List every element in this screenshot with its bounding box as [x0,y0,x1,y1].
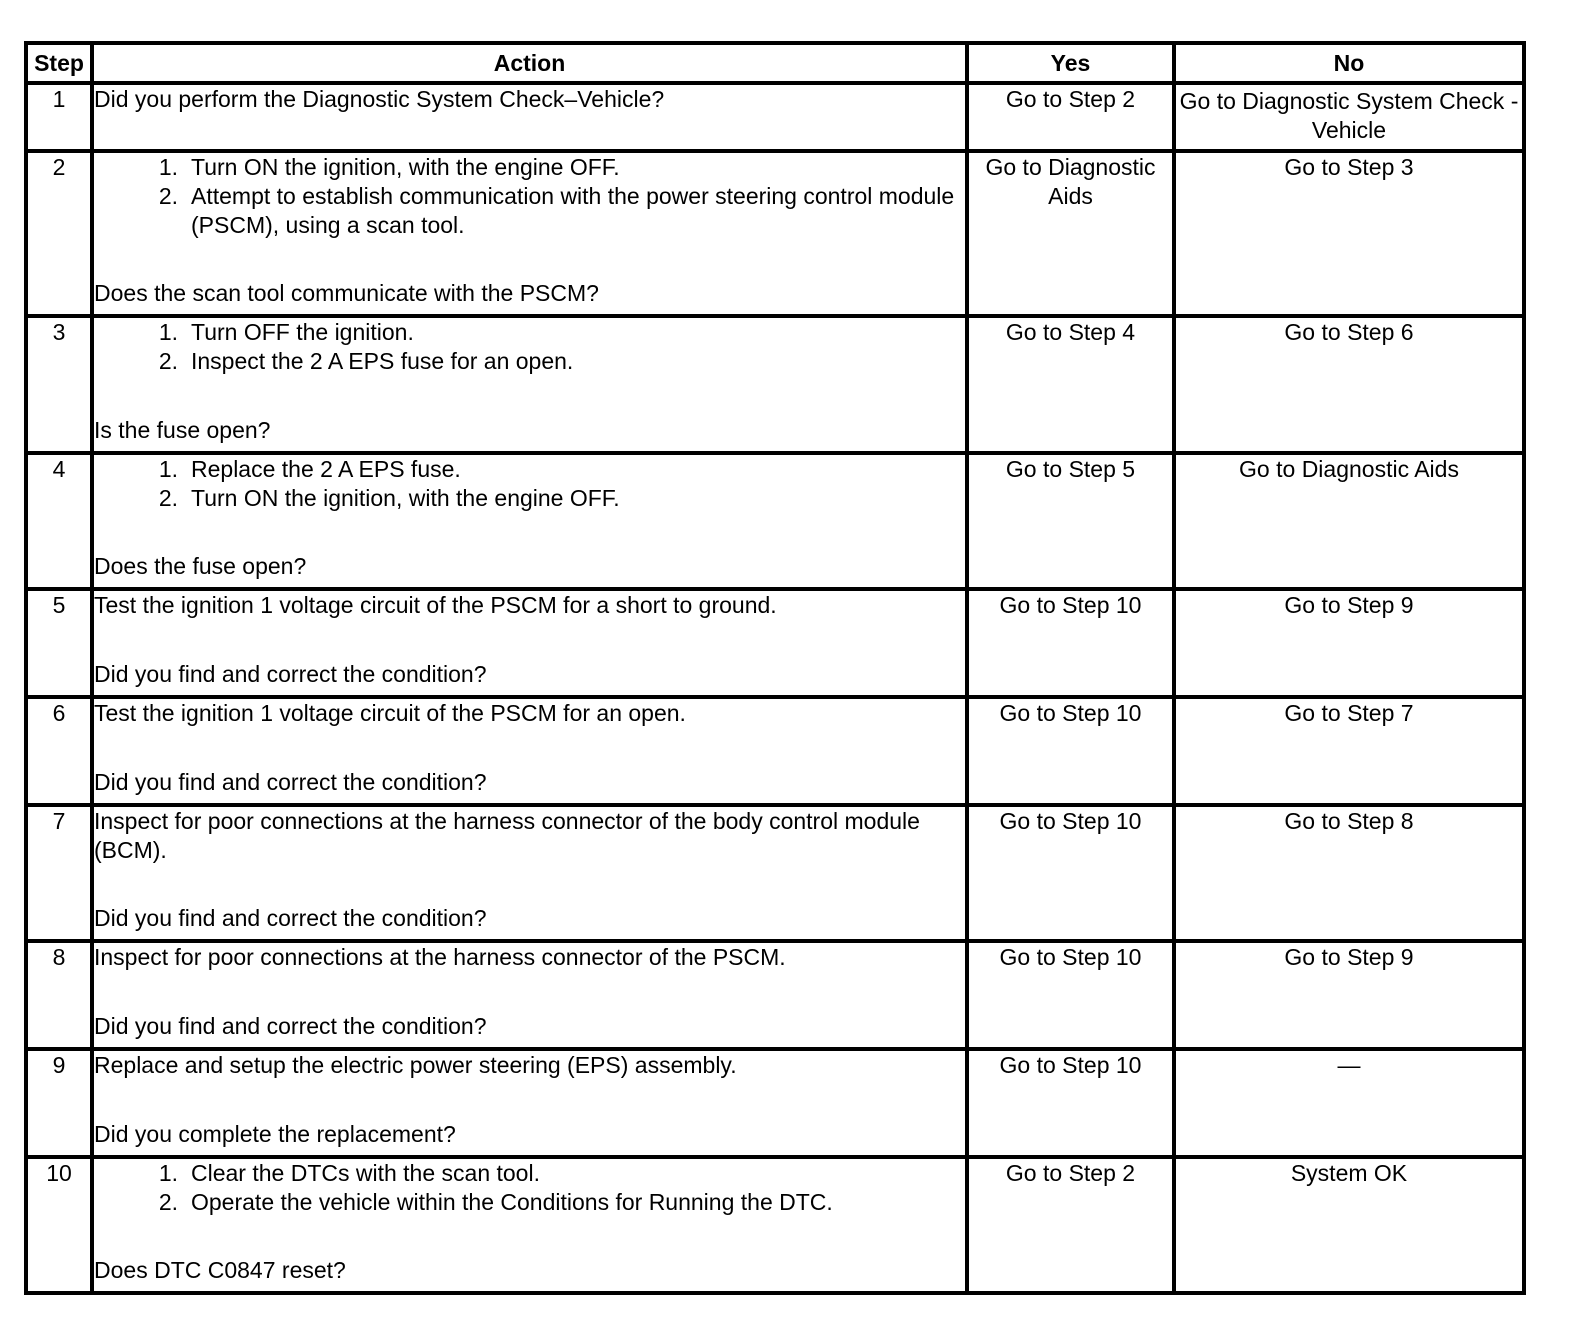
yes-result: Go to Step 10 [967,805,1174,941]
table-row [26,697,1524,805]
action-question: Does the fuse open? [94,553,307,579]
action-step-text: Inspect the 2 A EPS fuse for an open. [191,348,574,374]
action-question: Did you complete the replacement? [94,1121,456,1147]
step-number: 2 [26,151,92,316]
action-cell [92,805,967,941]
action-cell [92,941,967,1049]
no-result: — [1174,1049,1524,1157]
table-row [26,805,1524,941]
table-row [26,316,1524,453]
action-step-item [94,1159,965,1188]
action-step-item [94,318,965,347]
yes-result: Go to Step 4 [967,316,1174,453]
no-result: Go to Step 8 [1174,805,1524,941]
action-cell [92,1049,967,1157]
no-result: Go to Step 3 [1174,151,1524,316]
yes-result: Go to Step 2 [967,1157,1174,1293]
step-number: 3 [26,316,92,453]
action-cell [92,316,967,453]
header-yes: Yes [967,43,1174,83]
action-cell [92,697,967,805]
action-step-number: 2. [158,348,178,374]
yes-result: Go to Step 10 [967,941,1174,1049]
action-step-item [94,347,965,376]
yes-result: Go to Step 10 [967,589,1174,697]
action-question: Did you find and correct the condition? [94,905,487,931]
action-steps-list [94,153,965,240]
action-step-item [94,1188,965,1217]
action-steps-list [94,1159,965,1217]
table-row [26,83,1524,151]
table-row [26,589,1524,697]
step-number: 4 [26,453,92,589]
action-instruction: Did you perform the Diagnostic System Check–Vehicle? [94,86,665,112]
action-step-number: 1. [158,1160,178,1186]
action-question: Did you find and correct the condition? [94,661,487,687]
action-instruction: Inspect for poor connections at the harness connector of the PSCM. [94,944,786,970]
step-number: 7 [26,805,92,941]
header-action: Action [92,43,967,83]
no-result: Go to Diagnostic System Check - Vehicle [1174,83,1524,151]
action-question: Is the fuse open? [94,417,271,443]
no-result: System OK [1174,1157,1524,1293]
header-step: Step [26,43,92,83]
action-question: Does the scan tool communicate with the PSCM? [94,280,599,306]
yes-result: Go to Step 2 [967,83,1174,151]
no-result: Go to Step 9 [1174,589,1524,697]
yes-result: Go to Step 10 [967,1049,1174,1157]
step-number: 8 [26,941,92,1049]
table-row [26,1157,1524,1293]
action-step-text: Clear the DTCs with the scan tool. [191,1160,540,1186]
action-step-item [94,182,965,240]
action-step-number: 1. [158,319,178,345]
yes-result: Go to Step 10 [967,697,1174,805]
no-result: Go to Step 7 [1174,697,1524,805]
action-question: Does DTC C0847 reset? [94,1257,346,1283]
action-step-text: Turn ON the ignition, with the engine OFF. [191,154,620,180]
action-step-text: Turn ON the ignition, with the engine OFF. [191,485,620,511]
action-step-item [94,484,965,513]
action-step-number: 1. [158,456,178,482]
table-row [26,1049,1524,1157]
action-instruction: Test the ignition 1 voltage circuit of the PSCM for a short to ground. [94,592,777,618]
action-steps-list [94,455,965,513]
header-row [26,43,1524,83]
yes-result: Go to Step 5 [967,453,1174,589]
diagnostic-table [24,41,1526,1295]
table-row [26,941,1524,1049]
action-step-text: Replace the 2 A EPS fuse. [191,456,461,482]
header-no: No [1174,43,1524,83]
action-instruction: Replace and setup the electric power steering (EPS) assembly. [94,1052,737,1078]
action-instruction: Test the ignition 1 voltage circuit of the PSCM for an open. [94,700,686,726]
action-step-item [94,455,965,484]
action-instruction: Inspect for poor connections at the harness connector of the body control module (BCM). [94,808,920,863]
action-step-item [94,153,965,182]
no-result: Go to Step 9 [1174,941,1524,1049]
action-question: Did you find and correct the condition? [94,1013,487,1039]
step-number: 1 [26,83,92,151]
table-row [26,151,1524,316]
step-number: 9 [26,1049,92,1157]
action-cell [92,453,967,589]
yes-result: Go to Diagnostic Aids [967,151,1174,316]
action-question: Did you find and correct the condition? [94,769,487,795]
action-step-text: Operate the vehicle within the Conditions for Running the DTC. [191,1189,833,1215]
table-row [26,453,1524,589]
action-step-number: 2. [158,485,178,511]
action-step-number: 1. [158,154,178,180]
action-step-text: Attempt to establish communication with the power steering control module (PSCM), using a scan tool. [191,183,955,238]
step-number: 5 [26,589,92,697]
no-result: Go to Diagnostic Aids [1174,453,1524,589]
action-cell [92,83,967,151]
action-step-text: Turn OFF the ignition. [191,319,414,345]
step-number: 10 [26,1157,92,1293]
step-number: 6 [26,697,92,805]
action-step-number: 2. [158,1189,178,1215]
action-steps-list [94,318,965,376]
action-step-number: 2. [158,183,178,209]
no-result: Go to Step 6 [1174,316,1524,453]
action-cell [92,151,967,316]
action-cell [92,589,967,697]
action-cell [92,1157,967,1293]
